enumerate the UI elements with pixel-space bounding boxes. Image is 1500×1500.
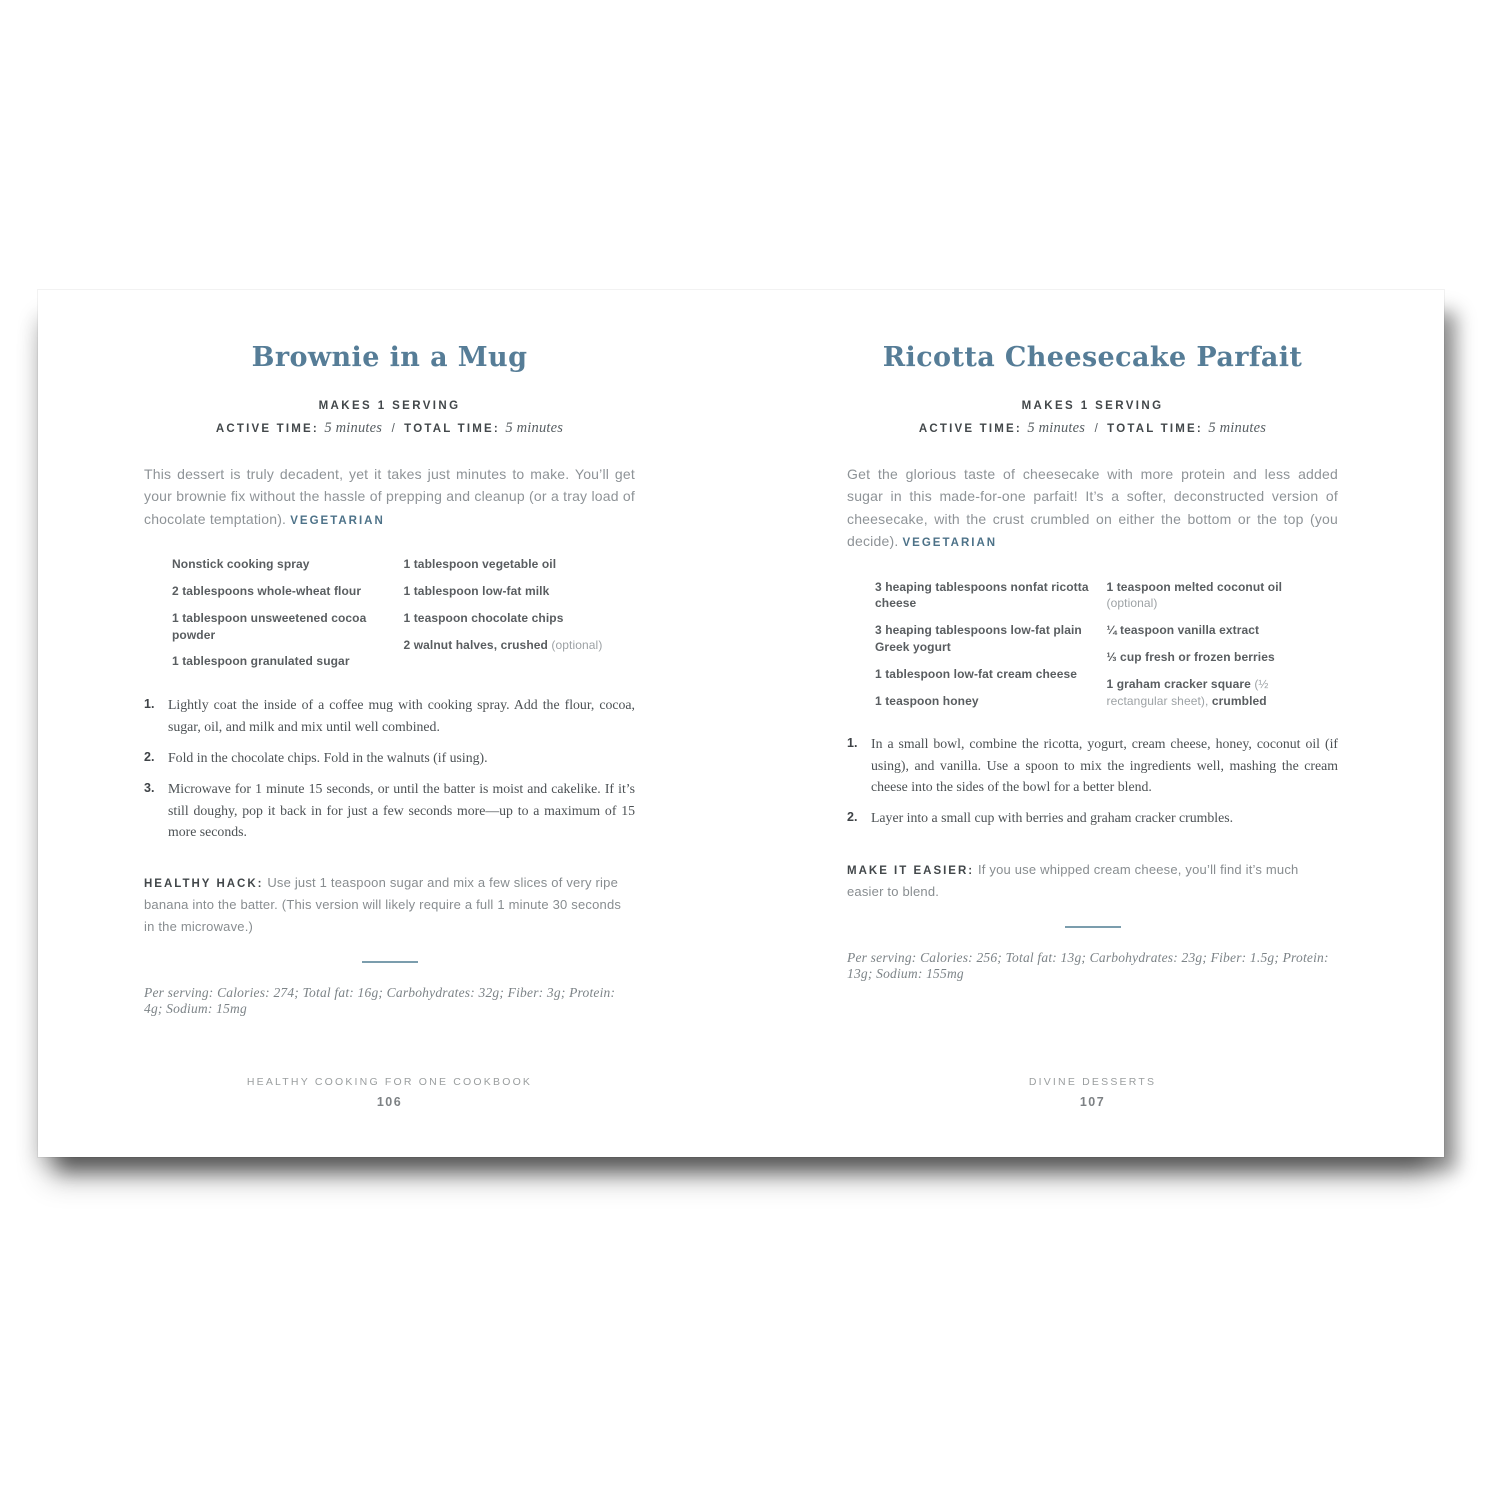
ingredient-item [1107, 579, 1339, 613]
recipe-page-right [741, 290, 1444, 1157]
ingredient-text: 1 tablespoon low-fat milk [403, 583, 550, 598]
nutrition-line: Per serving: Calories: 256; Total fat: 13g; Carbohydrates: 23g; Fiber: 1.5g; Protein: 13g; Sodium: 155mg [847, 950, 1329, 982]
ingredient-text: 2 tablespoons whole-wheat flour [172, 583, 362, 598]
ingredient-item [404, 610, 636, 627]
cookbook-spread [38, 290, 1444, 1157]
ingredient-item [404, 637, 636, 654]
step-number: 3. [144, 781, 155, 796]
ingredient-text: ¼ teaspoon vanilla extract [1106, 623, 1260, 638]
ingredient-text: 1 tablespoon granulated sugar [172, 654, 350, 669]
step-text: In a small bowl, combine the ricotta, yogurt, cream cheese, honey, coconut oil (if using), and vanilla. Use a spoon to mix the ingredients well, mashing the cream cheese into the sides of the bowl for a better blend. [871, 736, 1338, 795]
step-text: Fold in the chocolate chips. Fold in the walnuts (if using). [168, 749, 488, 765]
ingredient-item [875, 622, 1107, 656]
tip-text: Use just 1 teaspoon sugar and mix a few slices of very ripe banana into the batter. (This version will likely require a full 1 minute 30 seconds in the microwave.) [144, 875, 622, 934]
ingredient-item [1107, 622, 1339, 639]
description-text: Get the glorious taste of cheesecake with more protein and less added sugar in this made-for-one parfait! It’s a softer, deconstructed version of cheesecake, with the crust crumbled on either the bottom or the top (you decide). [847, 466, 1338, 550]
time-info [847, 420, 1338, 437]
ingredient-note: (optional) [547, 637, 603, 652]
ingredients-list [847, 579, 1338, 710]
serving-yield: MAKES 1 SERVING [318, 400, 461, 412]
step-number: 1. [847, 736, 858, 751]
total-time-value: 5 minutes [505, 420, 564, 436]
ingredients-list [144, 556, 635, 670]
ingredient-item [172, 610, 404, 644]
step-item [144, 778, 635, 842]
ingredient-text: Nonstick cooking spray [172, 557, 310, 572]
instruction-steps [144, 694, 635, 842]
recipe-page-left [38, 290, 741, 1157]
recipe-description [847, 463, 1338, 553]
time-separator: / [391, 423, 395, 435]
running-head: DIVINE DESSERTS [1028, 1076, 1157, 1088]
serving-yield: MAKES 1 SERVING [1021, 400, 1164, 412]
ingredient-item [875, 693, 1107, 710]
running-head: HEALTHY COOKING FOR ONE COOKBOOK [246, 1076, 533, 1088]
ingredient-text: 1 teaspoon honey [875, 693, 979, 708]
ingredient-note: (½ rectangular sheet), [1106, 676, 1269, 708]
ingredients-column-1 [172, 556, 404, 670]
page-footer [741, 1076, 1444, 1109]
ingredient-item [172, 653, 404, 670]
ingredients-column-1 [875, 579, 1107, 710]
nutrition-line: Per serving: Calories: 274; Total fat: 16g; Carbohydrates: 32g; Fiber: 3g; Protein: 4g; Sodium: 15mg [144, 985, 616, 1017]
ingredient-item [404, 556, 636, 573]
ingredient-item [875, 579, 1107, 613]
ingredient-text: 1 graham cracker square [1106, 676, 1251, 691]
tip-note [144, 872, 635, 937]
active-time-value: 5 minutes [1027, 420, 1086, 436]
recipe-title: Brownie in a Mug [251, 342, 528, 373]
step-text: Lightly coat the inside of a coffee mug with cooking spray. Add the flour, cocoa, sugar, oil, and milk and mix until well combined. [168, 697, 635, 734]
active-time-label: ACTIVE TIME: [215, 423, 319, 435]
time-separator: / [1094, 423, 1098, 435]
page-number: 106 [376, 1095, 403, 1109]
ingredient-text: 1 tablespoon vegetable oil [403, 557, 557, 572]
recipe-description [144, 463, 635, 530]
total-time-label: TOTAL TIME: [1107, 423, 1203, 435]
step-number: 2. [847, 810, 858, 825]
description-text: This dessert is truly decadent, yet it takes just minutes to make. You’ll get your brownie fix without the hassle of prepping and cleanup (or a tray load of chocolate temptation). [144, 466, 635, 527]
step-number: 1. [144, 697, 155, 712]
ingredient-text: 3 heaping tablespoons nonfat ricotta cheese [875, 579, 1089, 611]
time-info [144, 420, 635, 437]
tip-label: HEALTHY HACK: [144, 878, 264, 891]
step-number: 2. [144, 749, 155, 764]
total-time-value: 5 minutes [1208, 420, 1267, 436]
ingredient-note: (optional) [1106, 596, 1158, 611]
ingredient-text: ⅓ cup fresh or frozen berries [1106, 649, 1275, 664]
ingredient-text: 1 teaspoon chocolate chips [403, 610, 564, 625]
ingredient-item [1107, 676, 1339, 710]
ingredient-item [172, 556, 404, 573]
section-divider [1065, 926, 1121, 928]
ingredient-text: 2 walnut halves, crushed [403, 637, 548, 652]
ingredient-item [404, 583, 636, 600]
step-text: Microwave for 1 minute 15 seconds, or until the batter is moist and cakelike. If it’s still doughy, pop it back in for just a few seconds more—up to a maximum of 15 more seconds. [168, 781, 635, 840]
step-item [144, 747, 635, 768]
diet-badge: VEGETARIAN [902, 537, 998, 550]
step-item [847, 807, 1338, 828]
ingredient-item [172, 583, 404, 600]
tip-note [847, 859, 1338, 902]
step-text: Layer into a small cup with berries and graham cracker crumbles. [871, 810, 1234, 826]
step-item [847, 733, 1338, 797]
ingredient-item [875, 666, 1107, 683]
tip-label: MAKE IT EASIER: [847, 864, 975, 877]
ingredient-text-bold: crumbled [1211, 693, 1267, 708]
ingredient-text: 1 tablespoon low-fat cream cheese [875, 666, 1078, 681]
page-footer [38, 1076, 741, 1109]
diet-badge: VEGETARIAN [290, 514, 385, 527]
page-number: 107 [1079, 1095, 1106, 1109]
ingredient-text: 1 tablespoon unsweetened cocoa powder [172, 610, 367, 642]
ingredients-column-2 [1107, 579, 1339, 710]
step-item [144, 694, 635, 737]
active-time-label: ACTIVE TIME: [918, 423, 1022, 435]
recipe-title: Ricotta Cheesecake Parfait [882, 342, 1303, 373]
ingredient-text: 1 teaspoon melted coconut oil [1106, 579, 1283, 594]
active-time-value: 5 minutes [324, 420, 383, 436]
ingredient-text: 3 heaping tablespoons low-fat plain Greek yogurt [875, 623, 1082, 654]
ingredients-column-2 [404, 556, 636, 670]
total-time-label: TOTAL TIME: [404, 423, 500, 435]
instruction-steps [847, 733, 1338, 829]
section-divider [362, 961, 418, 963]
tip-text: If you use whipped cream cheese, you’ll find it’s much easier to blend. [847, 861, 1299, 899]
ingredient-item [1107, 649, 1339, 666]
